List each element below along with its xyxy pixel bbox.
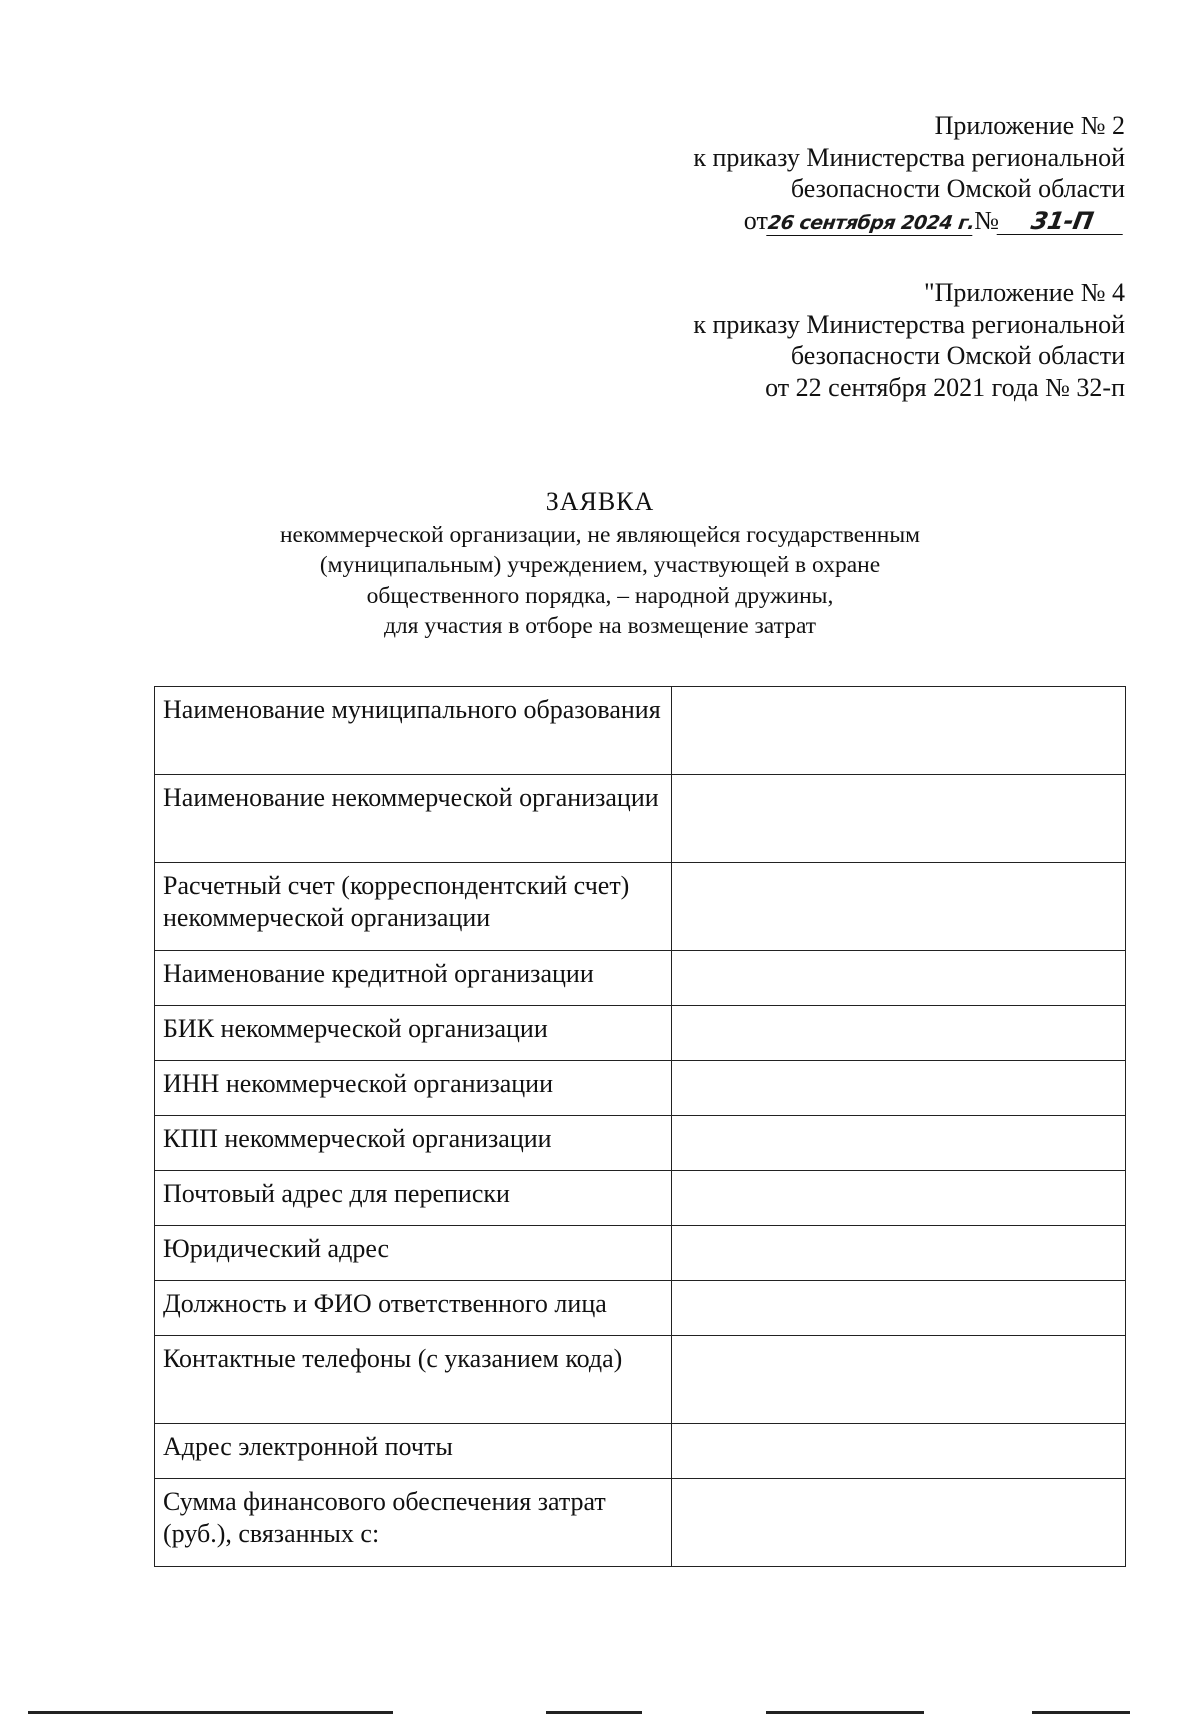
application-title-block (0, 487, 1200, 642)
bottom-rule (28, 1711, 393, 1714)
appendix-2-header (693, 110, 1125, 236)
table-row (155, 687, 1126, 775)
row-label-financing-amount: Сумма финансового обеспечения затрат (руб.), связанных с: (155, 1479, 672, 1567)
appendix-4-ministry-line: безопасности Омской области (790, 341, 1125, 370)
row-value-bik[interactable] (671, 1006, 1125, 1061)
row-label-contact-phones: Контактные телефоны (с указанием кода) (155, 1336, 672, 1424)
row-label-responsible-person: Должность и ФИО ответственного лица (155, 1281, 672, 1336)
row-value-legal-address[interactable] (671, 1226, 1125, 1281)
appendix-4-header (693, 277, 1125, 403)
row-label-postal-address: Почтовый адрес для переписки (155, 1171, 672, 1226)
row-label-bik: БИК некоммерческой организации (155, 1006, 672, 1061)
handwritten-date: 26 сентября 2024 г. (766, 211, 976, 234)
table-row (155, 1061, 1126, 1116)
title-subline-1: некоммерческой организации, не являющейся государственным (279, 521, 921, 548)
row-label-organization-name: Наименование некоммерческой организации (155, 775, 672, 863)
application-form-table (154, 686, 1126, 1567)
appendix-2-title: Приложение № 2 (934, 111, 1125, 140)
row-label-municipality: Наименование муниципального образования (155, 687, 672, 775)
handwritten-number: 31-П (997, 208, 1128, 235)
row-value-contact-phones[interactable] (671, 1336, 1125, 1424)
row-value-financing-amount[interactable] (671, 1479, 1125, 1567)
bottom-rule (1032, 1711, 1130, 1714)
row-label-legal-address: Юридический адрес (155, 1226, 672, 1281)
table-row (155, 1006, 1126, 1061)
row-label-credit-organization: Наименование кредитной организации (155, 951, 672, 1006)
table-row (155, 951, 1126, 1006)
table-row (155, 1226, 1126, 1281)
table-row (155, 775, 1126, 863)
title-subline-3: общественного порядка, – народной дружины, (366, 582, 834, 609)
row-value-email[interactable] (671, 1424, 1125, 1479)
date-prefix: от (743, 205, 768, 235)
document-title: ЗАЯВКА (545, 487, 655, 516)
row-label-settlement-account: Расчетный счет (корреспондентский счет) некоммерческой организации (155, 863, 672, 951)
row-value-responsible-person[interactable] (671, 1281, 1125, 1336)
title-subline-4: для участия в отборе на возмещение затрат (383, 613, 817, 639)
row-value-inn[interactable] (671, 1061, 1125, 1116)
appendix-4-title: "Приложение № 4 (924, 278, 1125, 307)
bottom-edge-rules (0, 1711, 1200, 1715)
number-prefix: № (974, 205, 999, 235)
row-label-kpp: КПП некоммерческой организации (155, 1116, 672, 1171)
table-row (155, 1424, 1126, 1479)
row-value-kpp[interactable] (671, 1116, 1125, 1171)
table-row (155, 1281, 1126, 1336)
table-row (155, 863, 1126, 951)
appendix-2-ministry-line: безопасности Омской области (790, 174, 1125, 203)
table-row (155, 1336, 1126, 1424)
table-row (155, 1479, 1126, 1567)
table-row (155, 1171, 1126, 1226)
row-label-inn: ИНН некоммерческой организации (155, 1061, 672, 1116)
bottom-rule (766, 1711, 924, 1714)
row-value-organization-name[interactable] (671, 775, 1125, 863)
row-label-email: Адрес электронной почты (155, 1424, 672, 1479)
appendix-4-date-line: от 22 сентября 2021 года № 32-п (765, 372, 1125, 402)
row-value-municipality[interactable] (671, 687, 1125, 775)
table-row (155, 1116, 1126, 1171)
appendix-4-order-line: к приказу Министерства региональной (693, 309, 1125, 339)
row-value-credit-organization[interactable] (671, 951, 1125, 1006)
title-subline-2: (муниципальным) учреждением, участвующей в охране (319, 552, 881, 578)
bottom-rule (546, 1711, 642, 1714)
row-value-settlement-account[interactable] (671, 863, 1125, 951)
row-value-postal-address[interactable] (671, 1171, 1125, 1226)
appendix-2-date-number-line (693, 205, 1125, 237)
appendix-2-order-line: к приказу Министерства региональной (693, 142, 1125, 172)
